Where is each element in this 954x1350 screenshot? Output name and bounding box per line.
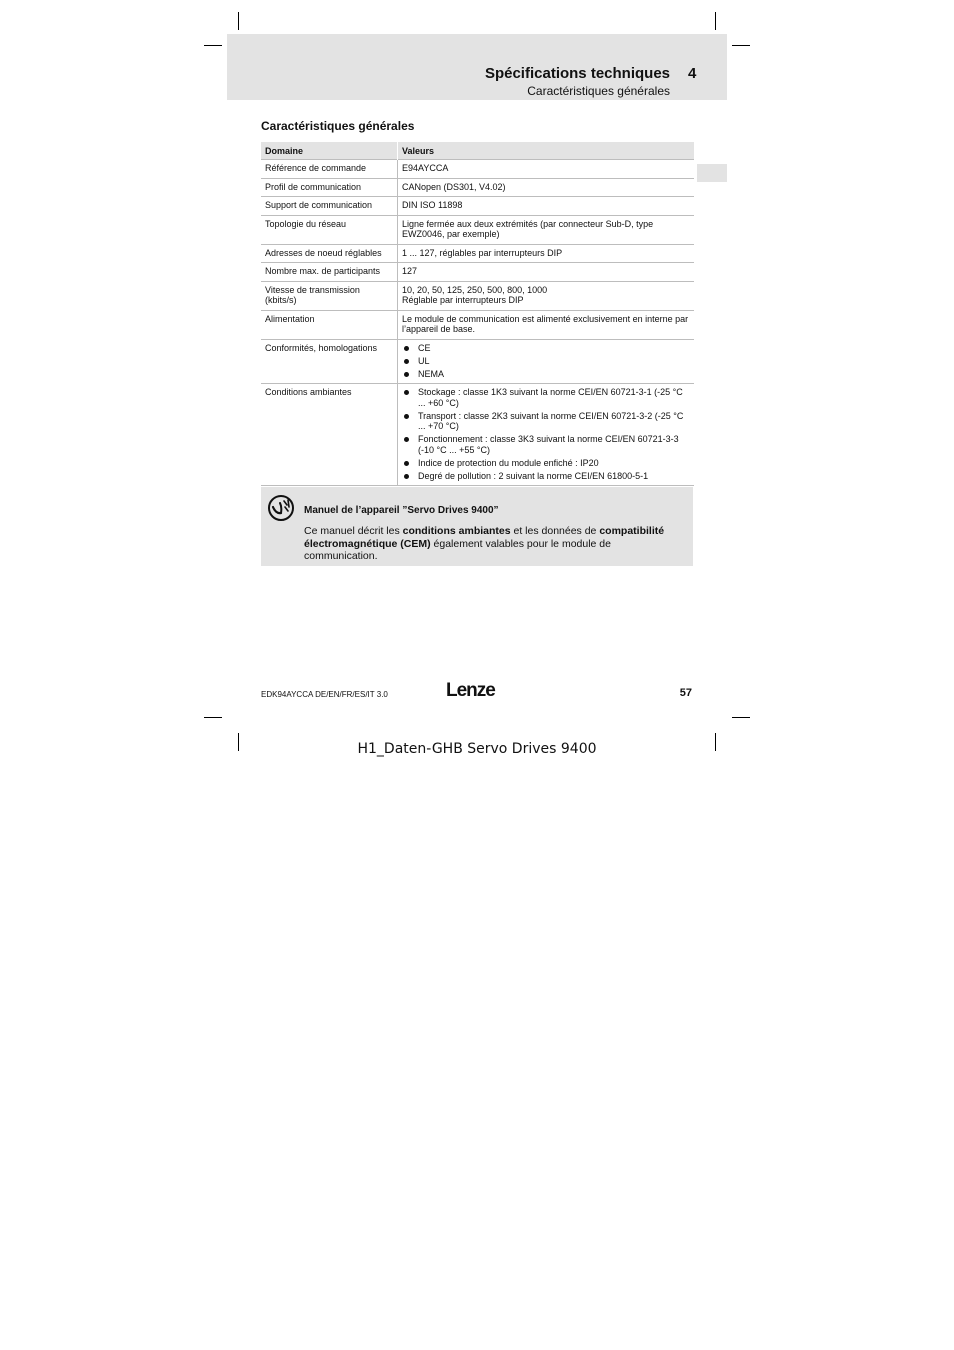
- crop-mark: [204, 45, 222, 46]
- bullet-item: Fonctionnement : classe 3K3 suivant la norme CEI/EN 60721-3-3 (-10 °C ... +55 °C): [402, 434, 690, 455]
- crop-mark: [238, 12, 239, 30]
- note-title: Manuel de l’appareil ”Servo Drives 9400”: [304, 505, 499, 516]
- table-row: [261, 339, 694, 384]
- value-cell: [398, 281, 695, 310]
- spec-table: [261, 142, 694, 486]
- crop-mark: [204, 717, 222, 718]
- note-body: [304, 525, 684, 563]
- bullet-item: CE: [402, 343, 690, 354]
- column-header-values: Valeurs: [398, 142, 695, 160]
- note-text: et les données de: [510, 525, 600, 537]
- domain-cell: Profil de communication: [261, 178, 398, 197]
- domain-cell: Support de communication: [261, 197, 398, 216]
- value-cell: [398, 384, 695, 486]
- table-header-row: [261, 142, 694, 160]
- table-row: [261, 244, 694, 263]
- bullet-item: NEMA: [402, 369, 690, 380]
- section-heading: Caractéristiques générales: [261, 119, 415, 133]
- bullet-list: [402, 343, 690, 380]
- table-row: [261, 281, 694, 310]
- document-code: EDK94AYCCA DE/EN/FR/ES/IT 3.0: [261, 690, 388, 699]
- crop-mark: [715, 12, 716, 30]
- value-line: 10, 20, 50, 125, 250, 500, 800, 1000: [402, 284, 548, 295]
- value-cell: 127: [398, 263, 695, 282]
- table-row: [261, 160, 694, 179]
- bullet-item: Degré de pollution : 2 suivant la norme CEI/EN 61800-5-1: [402, 471, 690, 482]
- chapter-subtitle: Caractéristiques générales: [527, 84, 670, 98]
- table-row: [261, 197, 694, 216]
- domain-cell: Topologie du réseau: [261, 215, 398, 244]
- table-row: [261, 310, 694, 339]
- note-emphasis: conditions ambiantes: [402, 525, 511, 537]
- value-cell: Le module de communication est alimenté exclusivement en interne par l’appareil de base.: [398, 310, 695, 339]
- value-cell: CANopen (DS301, V4.02): [398, 178, 695, 197]
- domain-cell: Alimentation: [261, 310, 398, 339]
- crop-mark: [732, 45, 750, 46]
- domain-cell: Adresses de noeud réglables: [261, 244, 398, 263]
- domain-cell: Référence de commande: [261, 160, 398, 179]
- table-row: [261, 384, 694, 486]
- page-caption: H1_Daten-GHB Servo Drives 9400: [357, 741, 597, 757]
- bullet-item: UL: [402, 356, 690, 367]
- table-row: [261, 215, 694, 244]
- column-header-domain: Domaine: [261, 142, 398, 160]
- value-line: Réglable par interrupteurs DIP: [402, 295, 524, 305]
- lenze-logo: Lenze: [446, 680, 495, 701]
- table-row: [261, 178, 694, 197]
- chapter-title: Spécifications techniques: [484, 65, 670, 82]
- reference-manual-icon: [267, 494, 295, 522]
- bullet-item: Transport : classe 2K3 suivant la norme CEI/EN 60721-3-2 (-25 °C ... +70 °C): [402, 411, 690, 432]
- bullet-item: Indice de protection du module enfiché : IP20: [402, 458, 690, 469]
- reference-note: [261, 487, 693, 566]
- domain-cell: Nombre max. de participants: [261, 263, 398, 282]
- value-cell: E94AYCCA: [398, 160, 695, 179]
- chapter-number: 4: [688, 65, 697, 82]
- chapter-tab-marker: [697, 164, 727, 182]
- bullet-item: Stockage : classe 1K3 suivant la norme CEI/EN 60721-3-1 (-25 °C ... +60 °C): [402, 387, 690, 408]
- domain-cell: Conditions ambiantes: [261, 384, 398, 486]
- value-cell: [398, 339, 695, 384]
- bullet-list: [402, 387, 690, 481]
- value-cell: Ligne fermée aux deux extrémités (par connecteur Sub-D, type EWZ0046, par exemple): [398, 215, 695, 244]
- crop-mark: [732, 717, 750, 718]
- domain-cell: Conformités, homologations: [261, 339, 398, 384]
- table-row: [261, 263, 694, 282]
- value-cell: 1 ... 127, réglables par interrupteurs DIP: [398, 244, 695, 263]
- note-text: également valables pour le module de communication.: [304, 537, 611, 562]
- note-text: Ce manuel décrit les: [304, 525, 403, 537]
- value-cell: DIN ISO 11898: [398, 197, 695, 216]
- note-emphasis: compatibilité électromagnétique (CEM): [304, 525, 665, 550]
- domain-cell: Vitesse de transmission (kbits/s): [261, 281, 398, 310]
- page-number: 57: [679, 687, 692, 699]
